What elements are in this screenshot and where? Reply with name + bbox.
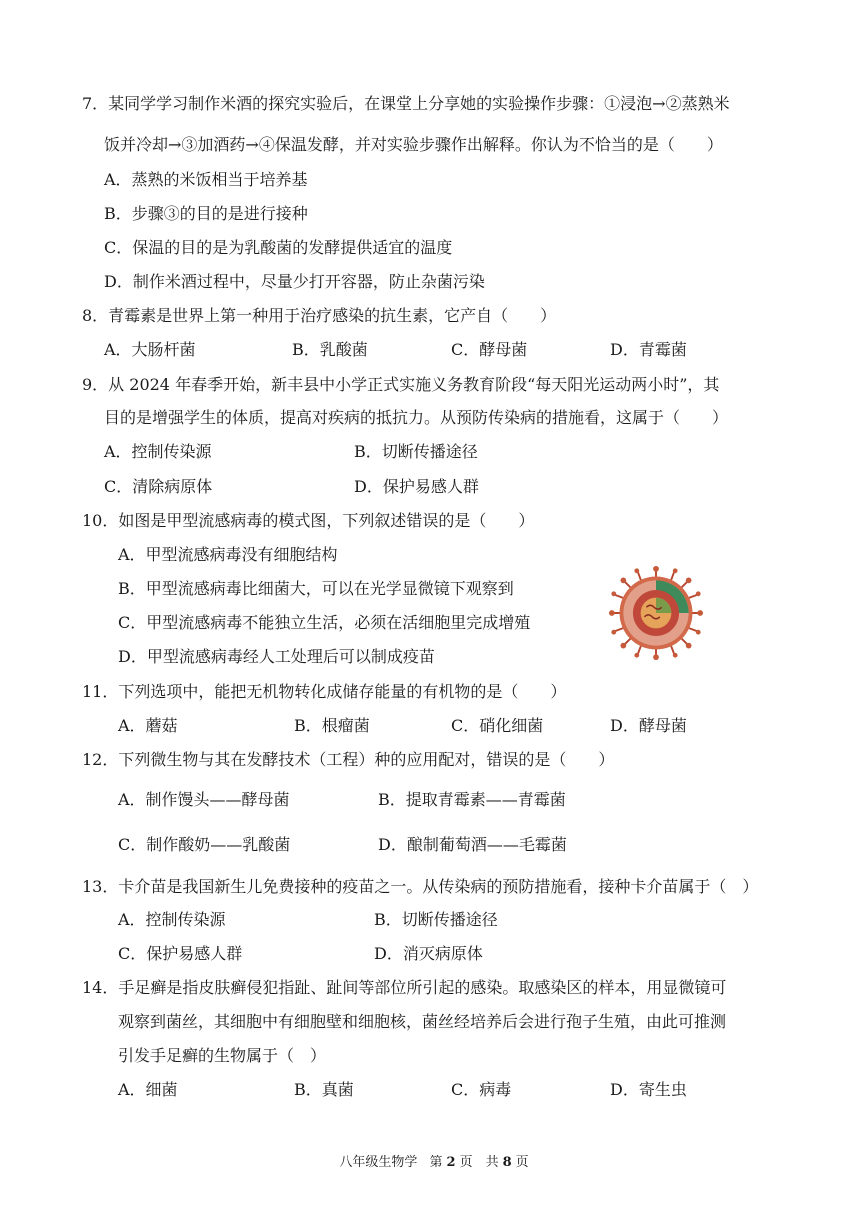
q8-stem: 8．青霉素是世界上第一种用于治疗感染的抗生素，它产自（ ） bbox=[82, 306, 557, 325]
influenza-virus-illustration bbox=[608, 565, 704, 661]
q8-option-a: A．大肠杆菌 bbox=[104, 340, 196, 359]
q10-option-b: B．甲型流感病毒比细菌大，可以在光学显微镜下观察到 bbox=[118, 579, 514, 598]
q10-option-c: C．甲型流感病毒不能独立生活，必须在活细胞里完成增殖 bbox=[118, 613, 531, 632]
q11-stem: 11．下列选项中，能把无机物转化成储存能量的有机物的是（ ） bbox=[82, 682, 567, 701]
q7-stem-line1: 7．某同学学习制作米酒的探究实验后，在课堂上分享她的实验操作步骤：①浸泡→②蒸熟米 bbox=[82, 94, 730, 113]
q7-option-c: C．保温的目的是为乳酸菌的发酵提供适宜的温度 bbox=[104, 238, 453, 257]
q12-option-a: A．制作馒头——酵母菌 bbox=[118, 790, 290, 809]
q12-option-c: C．制作酸奶——乳酸菌 bbox=[118, 835, 291, 854]
q9-stem-line1: 9．从 2024 年春季开始，新丰县中小学正式实施义务教育阶段“每天阳光运动两小时”，其 bbox=[82, 375, 720, 394]
footer-page-mid: 页 共 bbox=[459, 1155, 499, 1170]
q14-option-d: D．寄生虫 bbox=[610, 1080, 687, 1099]
q9-option-b: B．切断传播途径 bbox=[354, 442, 478, 461]
q13-option-c: C．保护易感人群 bbox=[118, 944, 243, 963]
q14-stem-line1: 14．手足癣是指皮肤癣侵犯指趾、趾间等部位所引起的感染。取感染区的样本，用显微镜可 bbox=[82, 978, 727, 997]
q8-option-c: C．酵母菌 bbox=[451, 340, 528, 359]
page-footer bbox=[0, 1151, 868, 1170]
q13-stem: 13．卡介苗是我国新生儿免费接种的疫苗之一。从传染病的预防措施看，接种卡介苗属于（ ） bbox=[82, 877, 759, 896]
q10-stem: 10．如图是甲型流感病毒的模式图，下列叙述错误的是（ ） bbox=[82, 511, 535, 530]
q9-option-d: D．保护易感人群 bbox=[354, 477, 479, 496]
footer-subject: 八年级生物学 bbox=[339, 1155, 418, 1170]
q7-option-d: D．制作米酒过程中，尽量少打开容器，防止杂菌污染 bbox=[104, 272, 485, 291]
footer-page-suffix: 页 bbox=[515, 1155, 529, 1170]
q14-stem-line3: 引发手足癣的生物属于（ ） bbox=[118, 1046, 327, 1065]
q9-option-c: C．清除病原体 bbox=[104, 477, 213, 496]
q12-option-b: B．提取青霉素——青霉菌 bbox=[378, 790, 566, 809]
q8-option-b: B．乳酸菌 bbox=[292, 340, 368, 359]
q13-option-a: A．控制传染源 bbox=[118, 910, 226, 929]
footer-page-number: 2 bbox=[446, 1155, 456, 1170]
q10-option-d: D．甲型流感病毒经人工处理后可以制成疫苗 bbox=[118, 647, 435, 666]
q9-stem-line2: 目的是增强学生的体质，提高对疾病的抵抗力。从预防传染病的措施看，这属于（ ） bbox=[104, 408, 729, 427]
q9-option-a: A．控制传染源 bbox=[104, 442, 212, 461]
footer-page-prefix: 第 bbox=[429, 1155, 443, 1170]
q13-option-d: D．消灭病原体 bbox=[374, 944, 483, 963]
footer-page-total: 8 bbox=[502, 1155, 512, 1170]
q12-option-d: D．酿制葡萄酒——毛霉菌 bbox=[378, 835, 567, 854]
q7-option-a: A．蒸熟的米饭相当于培养基 bbox=[104, 170, 308, 189]
q7-option-b: B．步骤③的目的是进行接种 bbox=[104, 204, 308, 223]
q14-option-b: B．真菌 bbox=[294, 1080, 354, 1099]
q14-option-a: A．细菌 bbox=[118, 1080, 178, 1099]
q10-option-a: A．甲型流感病毒没有细胞结构 bbox=[118, 545, 338, 564]
q7-stem-line2: 饭并冷却→③加酒药→④保温发酵，并对实验步骤作出解释。你认为不恰当的是（ ） bbox=[104, 135, 723, 154]
q11-option-a: A．蘑菇 bbox=[118, 716, 178, 735]
q11-option-d: D．酵母菌 bbox=[610, 716, 687, 735]
q11-option-b: B．根瘤菌 bbox=[294, 716, 370, 735]
q8-option-d: D．青霉菌 bbox=[610, 340, 687, 359]
q13-option-b: B．切断传播途径 bbox=[374, 910, 498, 929]
q14-option-c: C．病毒 bbox=[451, 1080, 512, 1099]
q14-stem-line2: 观察到菌丝，其细胞中有细胞壁和细胞核，菌丝经培养后会进行孢子生殖，由此可推测 bbox=[118, 1012, 727, 1031]
q11-option-c: C．硝化细菌 bbox=[451, 716, 544, 735]
q12-stem: 12．下列微生物与其在发酵技术（工程）种的应用配对，错误的是（ ） bbox=[82, 750, 615, 769]
